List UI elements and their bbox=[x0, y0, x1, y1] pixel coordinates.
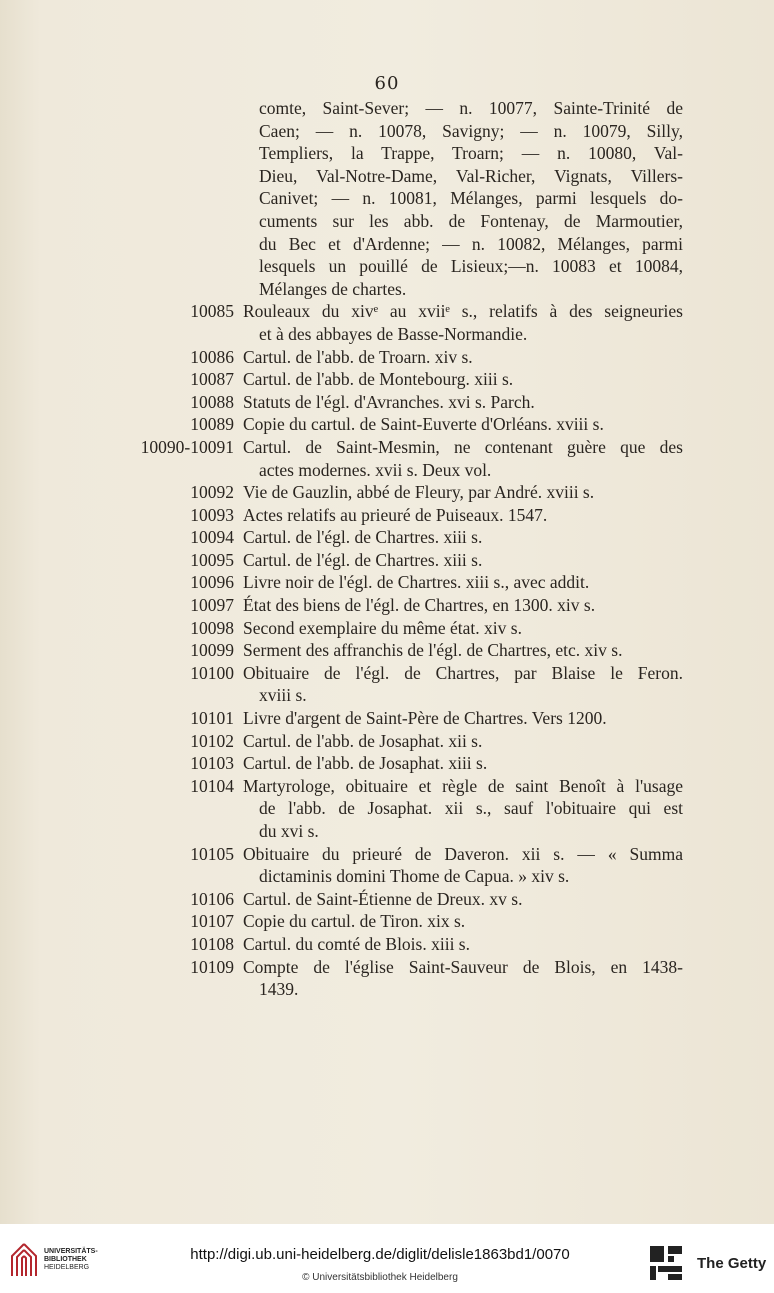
entry-line: Vie de Gauzlin, abbé de Fleury, par André. xviii s. bbox=[243, 482, 595, 503]
entry-line: Cartul. du comté de Blois. xiii s. bbox=[243, 933, 470, 954]
entry-description bbox=[243, 910, 683, 933]
catalogue-entry bbox=[0, 910, 774, 933]
entry-line: État des biens de l'égl. de Chartres, en 1300. xiv s. bbox=[243, 595, 596, 616]
intro-line: lesquels un pouillé de Lisieux;—n. 10083 et 10084, bbox=[259, 256, 683, 277]
catalogue-text bbox=[0, 97, 774, 1001]
entry-number: 10096 bbox=[190, 572, 234, 593]
entry-description bbox=[243, 843, 683, 888]
entry-description bbox=[243, 413, 683, 436]
getty-logo-icon bbox=[648, 1244, 684, 1282]
entry-description bbox=[243, 436, 683, 481]
entry-line: xviii s. bbox=[259, 685, 307, 706]
entry-description bbox=[243, 888, 683, 911]
entry-number: 10098 bbox=[190, 617, 234, 638]
entry-description bbox=[243, 504, 683, 527]
entry-line: Copie du cartul. de Saint-Euverte d'Orléans. xviii s. bbox=[243, 414, 604, 435]
catalogue-entry bbox=[0, 526, 774, 549]
catalogue-entry bbox=[0, 549, 774, 572]
entry-line: Cartul. de l'égl. de Chartres. xiii s. bbox=[243, 527, 483, 548]
catalogue-entry bbox=[0, 843, 774, 888]
entry-number: 10097 bbox=[190, 595, 234, 616]
entry-description bbox=[243, 775, 683, 843]
entry-description bbox=[243, 730, 683, 753]
entry-number: 10086 bbox=[190, 346, 234, 367]
intro-line: Mélanges de chartes. bbox=[259, 278, 407, 299]
catalogue-entry bbox=[0, 617, 774, 640]
entry-number: 10088 bbox=[190, 391, 234, 412]
entry-description bbox=[243, 300, 683, 345]
catalogue-entry bbox=[0, 730, 774, 753]
copyright-notice: © Universitätsbibliothek Heidelberg bbox=[302, 1272, 458, 1283]
entry-description bbox=[243, 391, 683, 414]
entry-number: 10109 bbox=[190, 956, 234, 977]
entry-number: 10095 bbox=[190, 549, 234, 570]
entry-number: 10106 bbox=[190, 888, 234, 909]
university-library-logo-icon bbox=[8, 1240, 40, 1280]
entry-description bbox=[243, 933, 683, 956]
intro-line: Caen; — n. 10078, Savigny; — n. 10079, Silly, bbox=[259, 120, 683, 141]
entry-number: 10101 bbox=[190, 708, 234, 729]
entry-number: 10108 bbox=[190, 933, 234, 954]
entry-line: Statuts de l'égl. d'Avranches. xvi s. Parch. bbox=[243, 391, 535, 412]
entry-description bbox=[243, 594, 683, 617]
catalogue-entry bbox=[0, 594, 774, 617]
permalink-url[interactable]: http://digi.ub.uni-heidelberg.de/diglit/delisle1863bd1/0070 bbox=[190, 1246, 570, 1263]
entry-line: Copie du cartul. de Tiron. xix s. bbox=[243, 911, 466, 932]
entry-description bbox=[243, 571, 683, 594]
catalogue-entry bbox=[0, 639, 774, 662]
entry-line: Compte de l'église Saint-Sauveur de Blois, en 1438- bbox=[243, 956, 683, 977]
entry-line: Second exemplaire du même état. xiv s. bbox=[243, 617, 522, 638]
entry-line: Obituaire de l'égl. de Chartres, par Blaise le Feron. bbox=[243, 662, 683, 683]
entry-line: Livre d'argent de Saint-Père de Chartres. Vers 1200. bbox=[243, 708, 607, 729]
intro-line: Dieu, Val-Notre-Dame, Val-Richer, Vignats, Villers- bbox=[259, 165, 683, 186]
entry-line: actes modernes. xvii s. Deux vol. bbox=[259, 459, 492, 480]
catalogue-entry bbox=[0, 504, 774, 527]
catalogue-entry bbox=[0, 346, 774, 369]
intro-paragraph bbox=[259, 97, 683, 300]
entry-line: Obituaire du prieuré de Daveron. xii s. — « Summa bbox=[243, 843, 683, 864]
footer-bar bbox=[0, 1224, 774, 1293]
entry-description bbox=[243, 549, 683, 572]
catalogue-entry bbox=[0, 662, 774, 707]
entry-line: Cartul. de l'abb. de Josaphat. xii s. bbox=[243, 730, 483, 751]
catalogue-entry bbox=[0, 300, 774, 345]
catalogue-entry bbox=[0, 391, 774, 414]
entry-description bbox=[243, 481, 683, 504]
entry-line: de l'abb. de Josaphat. xii s., sauf l'obituaire qui est bbox=[259, 798, 683, 819]
catalogue-entry bbox=[0, 413, 774, 436]
intro-line: Templiers, la Trappe, Troarn; — n. 10080, Val- bbox=[259, 143, 683, 164]
entry-line: et à des abbayes de Basse-Normandie. bbox=[259, 323, 528, 344]
entry-line: Cartul. de Saint-Mesmin, ne contenant guère que des bbox=[243, 436, 683, 457]
entry-line: Actes relatifs au prieuré de Puiseaux. 1547. bbox=[243, 504, 548, 525]
entry-number: 10090-10091 bbox=[140, 436, 234, 457]
catalogue-entry bbox=[0, 368, 774, 391]
catalogue-entry bbox=[0, 888, 774, 911]
catalogue-entry bbox=[0, 775, 774, 843]
entry-line: du xvi s. bbox=[259, 821, 319, 841]
entry-line: Cartul. de Saint-Étienne de Dreux. xv s. bbox=[243, 888, 523, 909]
entry-number: 10103 bbox=[190, 753, 234, 774]
entry-list bbox=[0, 300, 774, 1000]
entry-number: 10089 bbox=[190, 414, 234, 435]
entry-description bbox=[243, 662, 683, 707]
catalogue-entry bbox=[0, 436, 774, 481]
entry-line: Cartul. de l'abb. de Josaphat. xiii s. bbox=[243, 753, 488, 774]
entry-number: 10099 bbox=[190, 640, 234, 661]
entry-number: 10094 bbox=[190, 527, 234, 548]
entry-description bbox=[243, 956, 683, 1001]
partner-name: The Getty bbox=[697, 1255, 767, 1272]
entry-number: 10107 bbox=[190, 911, 234, 932]
entry-line: Cartul. de l'égl. de Chartres. xiii s. bbox=[243, 549, 483, 570]
entry-description bbox=[243, 707, 683, 730]
catalogue-entry bbox=[0, 707, 774, 730]
intro-line: cuments sur les abb. de Fontenay, de Marmoutier, bbox=[259, 210, 683, 231]
university-library-name: UNIVERSITÄTS- BIBLIOTHEK HEIDELBERG bbox=[44, 1248, 98, 1271]
entry-line: Martyrologe, obituaire et règle de saint Benoît à l'usage bbox=[243, 775, 683, 796]
entry-description bbox=[243, 617, 683, 640]
entry-number: 10105 bbox=[190, 843, 234, 864]
intro-line: du Bec et d'Ardenne; — n. 10082, Mélanges, parmi bbox=[259, 233, 683, 254]
entry-line: Serment des affranchis de l'égl. de Chartres, etc. xiv s. bbox=[243, 640, 623, 661]
entry-number: 10100 bbox=[190, 662, 234, 683]
catalogue-entry bbox=[0, 571, 774, 594]
entry-line: Livre noir de l'égl. de Chartres. xiii s., avec addit. bbox=[243, 572, 590, 593]
entry-description bbox=[243, 639, 683, 662]
entry-number: 10093 bbox=[190, 504, 234, 525]
intro-line: Canivet; — n. 10081, Mélanges, parmi lesquels do- bbox=[259, 188, 683, 209]
entry-number: 10102 bbox=[190, 730, 234, 751]
entry-description bbox=[243, 368, 683, 391]
entry-line: Cartul. de l'abb. de Troarn. xiv s. bbox=[243, 346, 473, 367]
intro-line: comte, Saint-Sever; — n. 10077, Sainte-Trinité de bbox=[259, 98, 683, 118]
entry-number: 10092 bbox=[190, 482, 234, 503]
entry-description bbox=[243, 752, 683, 775]
catalogue-entry bbox=[0, 956, 774, 1001]
catalogue-entry bbox=[0, 481, 774, 504]
entry-line: dictaminis domini Thome de Capua. » xiv s. bbox=[259, 866, 570, 887]
entry-number: 10104 bbox=[190, 775, 234, 796]
entry-line: Rouleaux du xivᵉ au xviiᵉ s., relatifs à des seigneuries bbox=[243, 301, 683, 322]
entry-description bbox=[243, 346, 683, 369]
entry-description bbox=[243, 526, 683, 549]
catalogue-entry bbox=[0, 752, 774, 775]
entry-number: 10087 bbox=[190, 369, 234, 390]
page-number: 60 bbox=[374, 73, 400, 94]
entry-line: 1439. bbox=[259, 979, 299, 1000]
catalogue-entry bbox=[0, 933, 774, 956]
entry-number: 10085 bbox=[190, 301, 234, 322]
entry-line: Cartul. de l'abb. de Montebourg. xiii s. bbox=[243, 369, 514, 390]
